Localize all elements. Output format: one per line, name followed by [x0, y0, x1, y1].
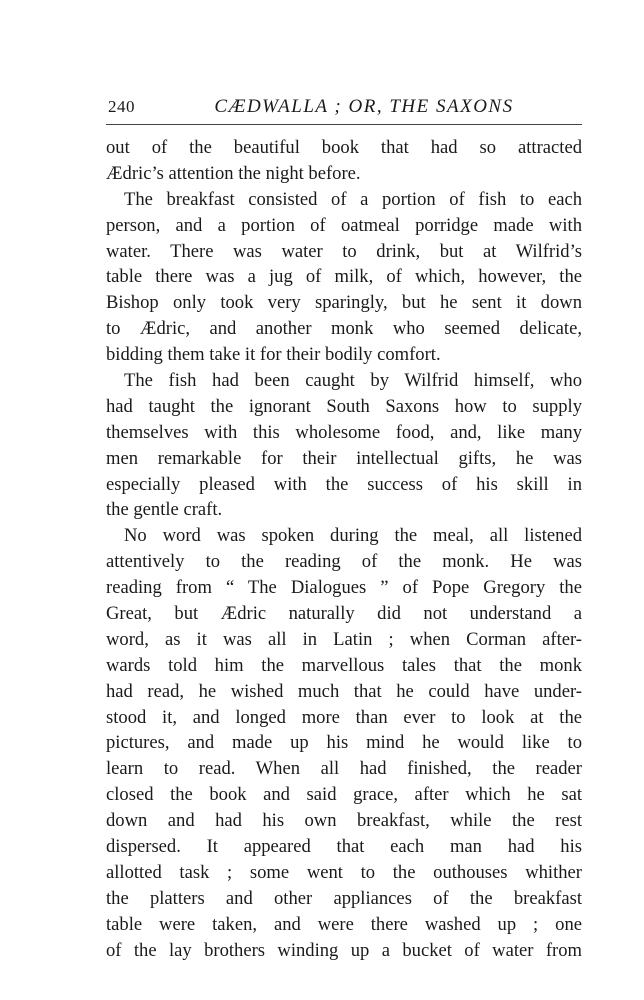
text-line: attentively to the reading of the monk. He was [106, 551, 582, 573]
text-line: allotted task ; some went to the outhouses whither [106, 861, 582, 883]
text-line: learn to read. When all had finished, the reader [106, 758, 582, 780]
header-rule [106, 124, 582, 125]
page-number: 240 [108, 97, 135, 116]
text-line: the platters and other appliances of the breakfast [106, 887, 582, 909]
text-line: person, and a portion of oatmeal porridge made with [106, 214, 582, 236]
text-line: pictures, and made up his mind he would like to [106, 732, 582, 754]
text-line: reading from “ The Dialogues ” of Pope Gregory the [106, 577, 582, 599]
text-line: themselves with this wholesome food, and, like many [106, 421, 582, 443]
text-line: had read, he wished much that he could have under- [106, 680, 582, 702]
body-text [106, 135, 582, 964]
text-line: out of the beautiful book that had so attracted [106, 137, 582, 158]
book-page [106, 92, 582, 964]
text-line: of the lay brothers winding up a bucket of water from [106, 939, 582, 961]
text-line: men remarkable for their intellectual gifts, he was [106, 447, 582, 469]
text-line: bidding them take it for their bodily comfort. [106, 344, 441, 366]
text-line: wards told him the marvellous tales that the monk [106, 654, 582, 676]
text-line: dispersed. It appeared that each man had his [106, 836, 582, 858]
page-header [106, 92, 582, 122]
text-line: the gentle craft. [106, 499, 223, 521]
text-line: Bishop only took very sparingly, but he sent it down [106, 292, 582, 314]
text-line: word, as it was all in Latin ; when Corman after- [106, 628, 582, 650]
text-line: closed the book and said grace, after which he sat [106, 784, 582, 806]
text-line: water. There was water to drink, but at Wilfrid’s [106, 240, 582, 262]
text-line: No word was spoken during the meal, all listened [124, 525, 582, 547]
text-line: The breakfast consisted of a portion of fish to each [124, 188, 582, 210]
text-line: stood it, and longed more than ever to look at the [106, 706, 582, 728]
text-line: table were taken, and were there washed up ; one [106, 913, 582, 935]
text-line: The fish had been caught by Wilfrid himself, who [124, 370, 582, 392]
text-line: Ædric’s attention the night before. [106, 162, 361, 184]
text-line: especially pleased with the success of his skill in [106, 473, 582, 495]
text-line: down and had his own breakfast, while the rest [106, 810, 582, 832]
text-line: table there was a jug of milk, of which, however, the [106, 266, 582, 288]
running-title: CÆDWALLA ; OR, THE SAXONS [214, 96, 514, 117]
text-line: had taught the ignorant South Saxons how to supply [106, 395, 582, 417]
text-line: to Ædric, and another monk who seemed delicate, [106, 318, 582, 340]
text-line: Great, but Ædric naturally did not understand a [106, 603, 582, 625]
